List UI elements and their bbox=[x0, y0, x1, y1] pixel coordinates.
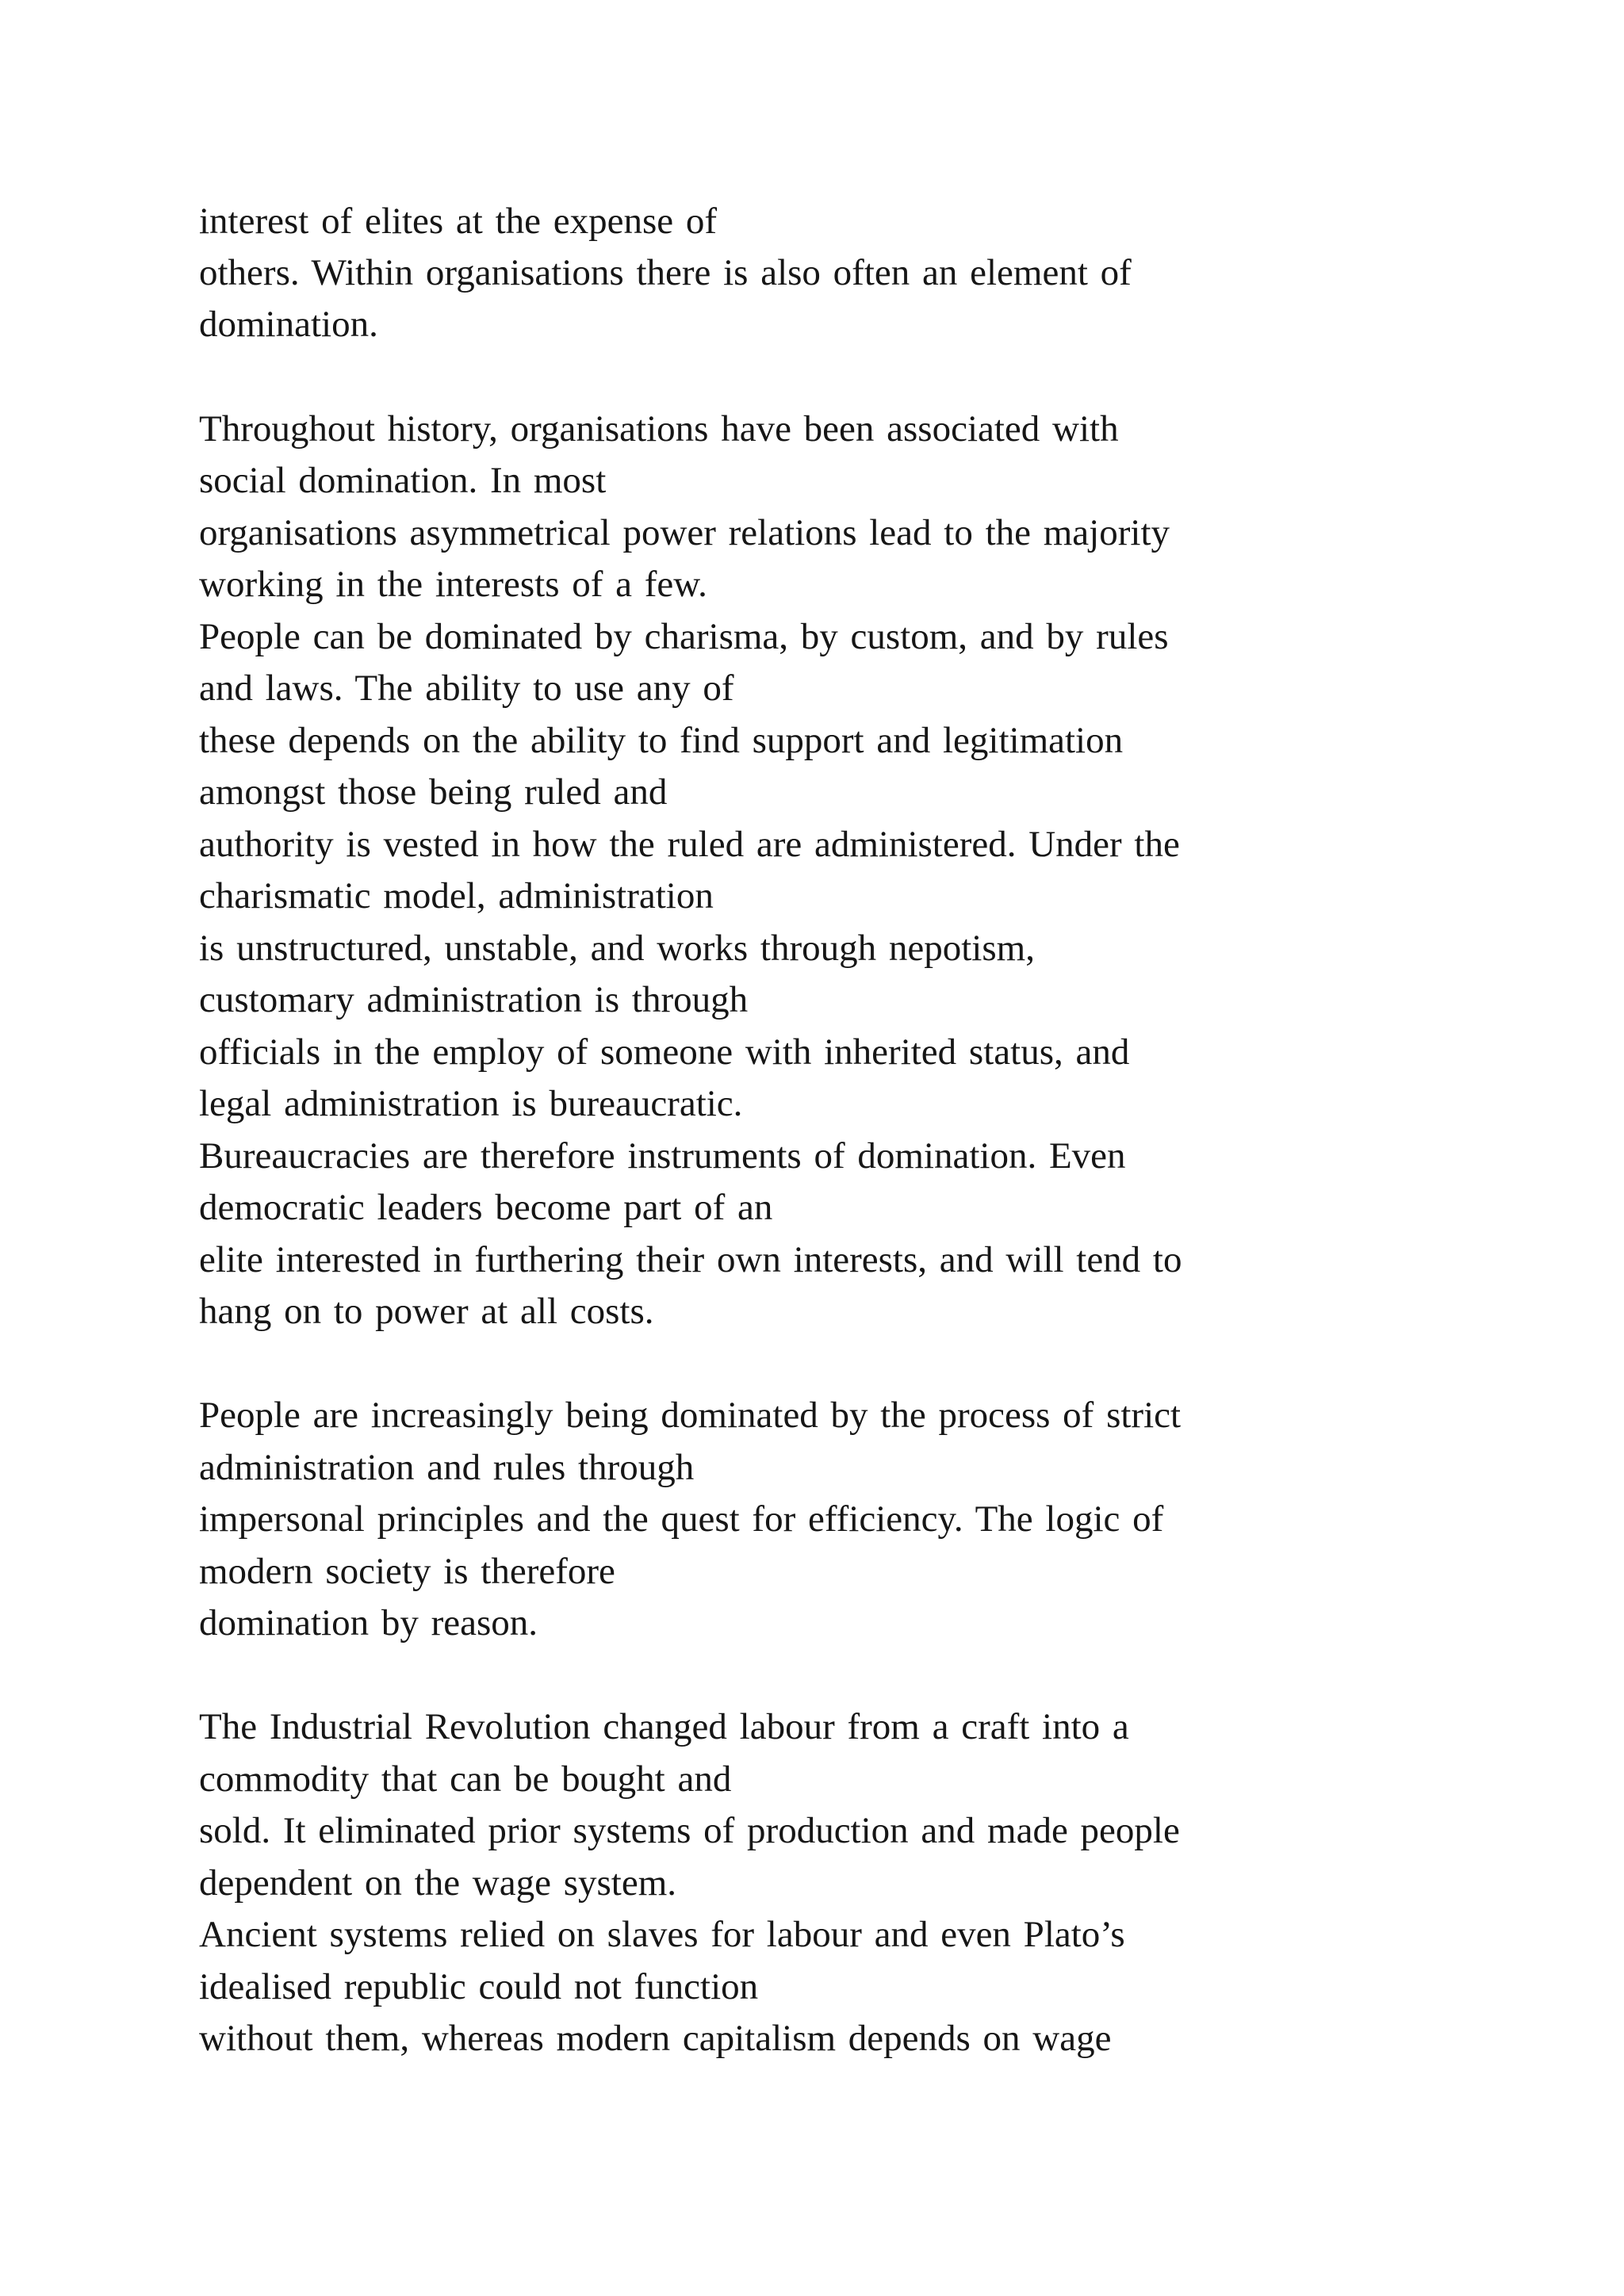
text-line: The Industrial Revolution changed labour from a craft into a bbox=[199, 1706, 1129, 1747]
text-line: others. Within organisations there is also often an element of bbox=[199, 252, 1132, 293]
text-line: these depends on the ability to find support and legitimation bbox=[199, 720, 1124, 761]
text-line: without them, whereas modern capitalism depends on wage bbox=[199, 2018, 1112, 2059]
text-line: customary administration is through bbox=[199, 979, 749, 1020]
text-line: People can be dominated by charisma, by custom, and by rules bbox=[199, 616, 1169, 657]
text-line: and laws. The ability to use any of bbox=[199, 668, 734, 709]
text-line: Bureaucracies are therefore instruments of domination. Even bbox=[199, 1135, 1126, 1177]
text-line: domination. bbox=[199, 304, 378, 345]
text-line: hang on to power at all costs. bbox=[199, 1291, 654, 1332]
text-line: elite interested in furthering their own interests, and will tend to bbox=[199, 1239, 1182, 1280]
text-line: democratic leaders become part of an bbox=[199, 1187, 773, 1228]
text-line: People are increasingly being dominated by the process of strict bbox=[199, 1395, 1182, 1436]
text-line: authority is vested in how the ruled are administered. Under the bbox=[199, 824, 1180, 865]
text-line: organisations asymmetrical power relations lead to the majority bbox=[199, 512, 1170, 553]
text-line: impersonal principles and the quest for efficiency. The logic of bbox=[199, 1498, 1164, 1540]
text-line: is unstructured, unstable, and works through nepotism, bbox=[199, 928, 1035, 969]
text-line: Throughout history, organisations have been associated with bbox=[199, 408, 1119, 450]
text-line: working in the interests of a few. bbox=[199, 564, 707, 605]
text-line: modern society is therefore bbox=[199, 1551, 615, 1592]
text-line: sold. It eliminated prior systems of production and made people bbox=[199, 1810, 1180, 1851]
text-line: charismatic model, administration bbox=[199, 875, 714, 916]
text-line: interest of elites at the expense of bbox=[199, 201, 718, 242]
text-line: amongst those being ruled and bbox=[199, 771, 668, 813]
text-line: Ancient systems relied on slaves for labour and even Plato’s bbox=[199, 1914, 1125, 1955]
text-line: commodity that can be bought and bbox=[199, 1758, 732, 1800]
text-line: dependent on the wage system. bbox=[199, 1862, 677, 1904]
text-line: legal administration is bureaucratic. bbox=[199, 1083, 743, 1124]
text-line: domination by reason. bbox=[199, 1602, 538, 1644]
text-line: administration and rules through bbox=[199, 1447, 695, 1488]
text-line: officials in the employ of someone with inherited status, and bbox=[199, 1031, 1130, 1073]
text-line: social domination. In most bbox=[199, 460, 607, 501]
text-line: idealised republic could not function bbox=[199, 1966, 759, 2007]
